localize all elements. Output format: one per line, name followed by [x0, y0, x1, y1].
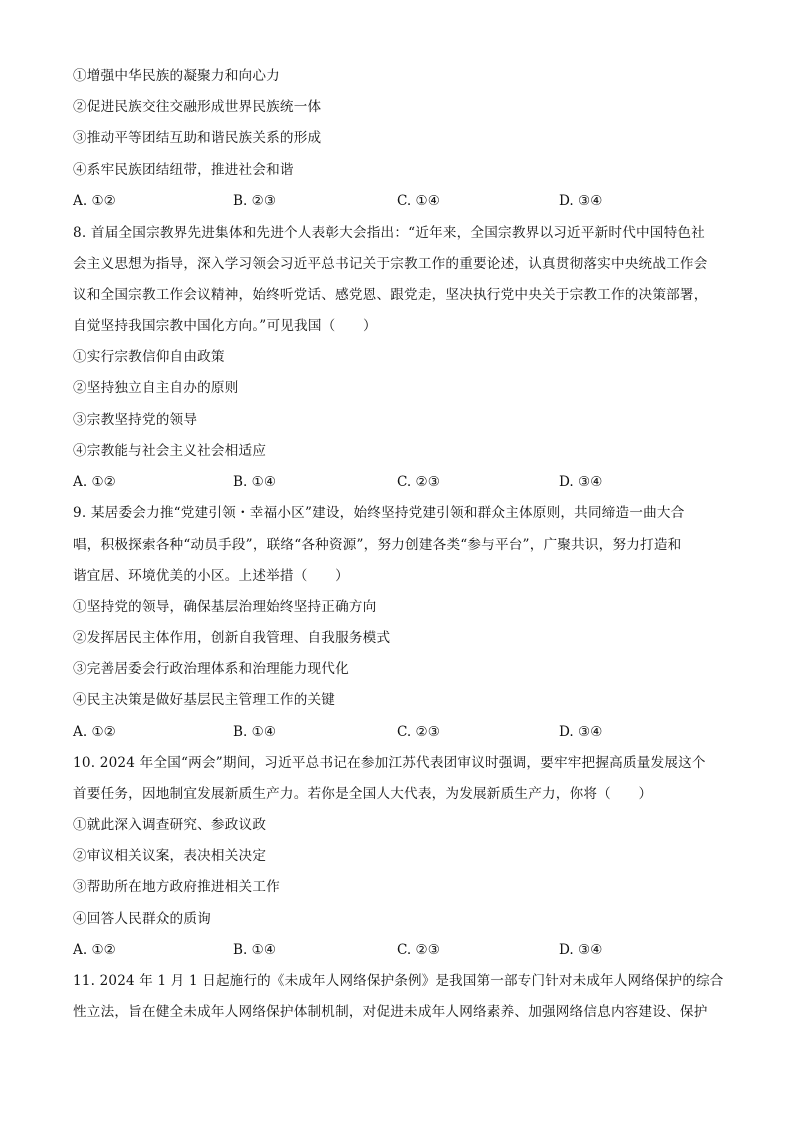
q8-item-3: ③宗教坚持党的领导 — [73, 412, 198, 428]
q8-item-2: ②坚持独立自主自办的原则 — [73, 380, 239, 396]
q7-option-b: B. ②③ — [233, 193, 277, 209]
q8-stem-line-2: 会主义思想为指导，深入学习领会习近平总书记关于宗教工作的重要论述，认真贯彻落实中央统战工作会 — [73, 256, 708, 272]
q8-option-d: D. ③④ — [559, 474, 603, 490]
q10-item-3: ③帮助所在地方政府推进相关工作 — [73, 879, 280, 895]
q10-item-2: ②审议相关议案，表决相关决定 — [73, 848, 267, 864]
q10-option-a: A. ①② — [73, 942, 116, 958]
q8-option-c: C. ②③ — [397, 474, 440, 490]
q10-item-1: ①就此深入调查研究、参政议政 — [73, 817, 267, 833]
q7-item-2: ②促进民族交往交融形成世界民族统一体 — [73, 99, 322, 115]
q9-option-d: D. ③④ — [559, 724, 603, 740]
q10-item-4: ④回答人民群众的质询 — [73, 911, 211, 927]
q7-option-a: A. ①② — [73, 193, 116, 209]
q9-item-3: ③完善居委会行政治理体系和治理能力现代化 — [73, 661, 349, 677]
q7-item-1: ①增强中华民族的凝聚力和向心力 — [73, 68, 280, 84]
q10-option-c: C. ②③ — [397, 942, 440, 958]
q9-stem-line-1: 9. 某居委会力推“党建引领・幸福小区”建设，始终坚持党建引领和群众主体原则，共同缔造一曲大合 — [73, 505, 685, 521]
q10-stem-line-1: 10. 2024 年全国“两会”期间，习近平总书记在参加江苏代表团审议时强调，要牢牢把握高质量发展这个 — [73, 755, 706, 771]
q9-option-a: A. ①② — [73, 724, 116, 740]
q7-item-3: ③推动平等团结互助和谐民族关系的形成 — [73, 130, 322, 146]
q8-stem-line-3: 议和全国宗教工作会议精神，始终听党话、感党恩、跟党走，坚决执行党中央关于宗教工作的决策部署， — [73, 287, 708, 303]
q8-item-4: ④宗教能与社会主义社会相适应 — [73, 443, 267, 459]
q7-item-4: ④系牢民族团结纽带，推进社会和谐 — [73, 162, 294, 178]
q8-option-a: A. ①② — [73, 474, 116, 490]
q8-stem-line-4: 自觉坚持我国宗教中国化方向。”可见我国（ ） — [73, 318, 377, 334]
q9-stem-line-2: 唱，积极探索各种“动员手段”，联络“各种资源”，努力创建各类“参与平台”，广聚共识，努力打造和 — [73, 537, 682, 553]
q7-option-d: D. ③④ — [559, 193, 603, 209]
q8-item-1: ①实行宗教信仰自由政策 — [73, 349, 225, 365]
q9-item-2: ②发挥居民主体作用，创新自我管理、自我服务模式 — [73, 630, 391, 646]
q9-item-1: ①坚持党的领导，确保基层治理始终坚持正确方向 — [73, 599, 377, 615]
q8-option-b: B. ①④ — [233, 474, 277, 490]
q10-option-b: B. ①④ — [233, 942, 277, 958]
q10-stem-line-2: 首要任务，因地制宜发展新质生产力。若你是全国人大代表，为发展新质生产力，你将（ ） — [73, 786, 653, 802]
q8-stem-line-1: 8. 首届全国宗教界先进集体和先进个人表彰大会指出：“近年来，全国宗教界以习近平新时代中国特色社 — [73, 225, 705, 241]
q9-option-b: B. ①④ — [233, 724, 277, 740]
q9-item-4: ④民主决策是做好基层民主管理工作的关键 — [73, 692, 336, 708]
q11-stem-line-2: 性立法，旨在健全未成年人网络保护体制机制，对促进未成年人网络素养、加强网络信息内容建设、保护 — [73, 1004, 708, 1020]
q10-option-d: D. ③④ — [559, 942, 603, 958]
q9-stem-line-3: 谐宜居、环境优美的小区。上述举措（ ） — [73, 568, 349, 584]
q11-stem-line-1: 11. 2024 年 1 月 1 日起施行的《未成年人网络保护条例》是我国第一部专门针对未成年人网络保护的综合 — [73, 973, 724, 989]
q9-option-c: C. ②③ — [397, 724, 440, 740]
q7-option-c: C. ①④ — [397, 193, 440, 209]
